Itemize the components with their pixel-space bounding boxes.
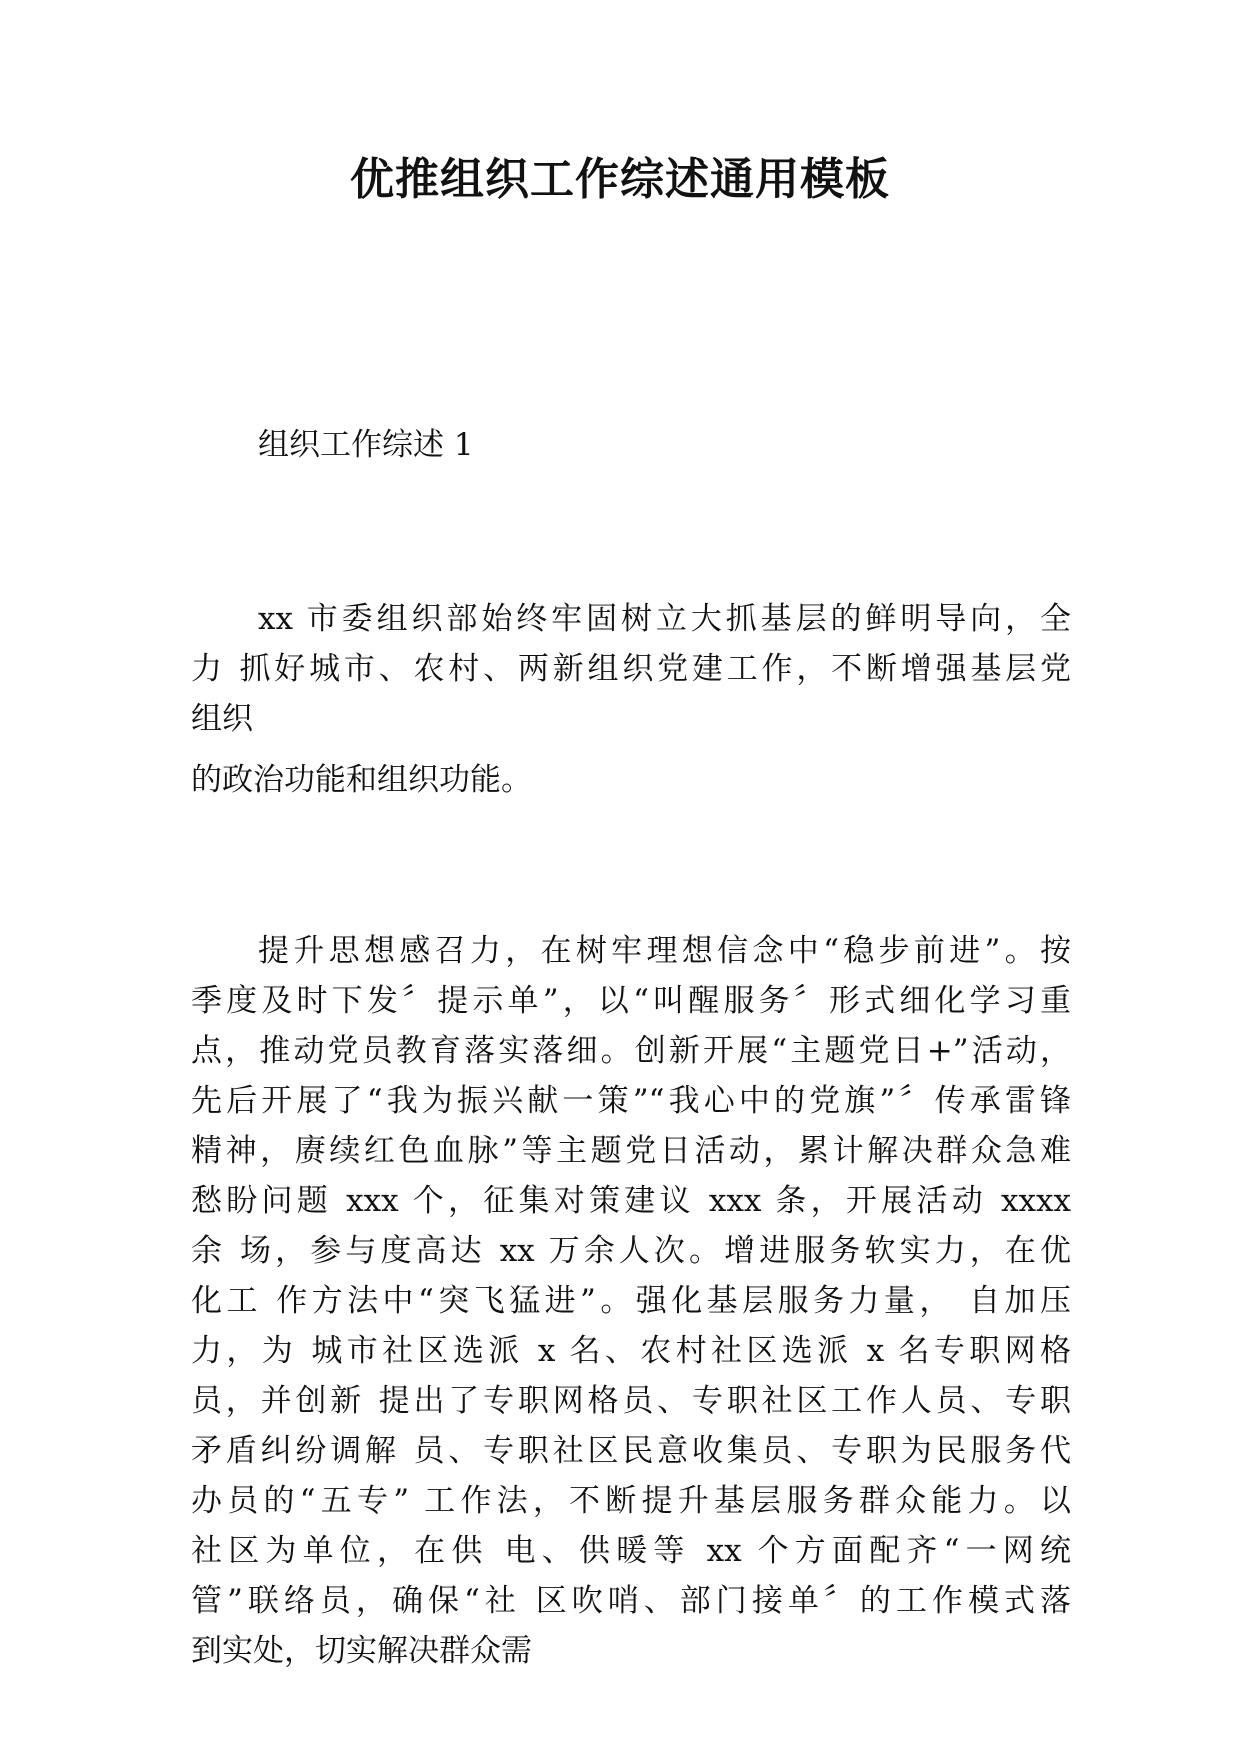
- intro-line: 的政治功能和组织功能。: [191, 762, 532, 798]
- body-line: 点，推动党员教育落实落细。创新开展“主题党日+”活动，: [191, 1033, 1071, 1069]
- body-line: 愁盼问题 xxx 个，征集对策建议 xxx 条，开展活动 xxxx: [191, 1183, 1071, 1219]
- body-line: 季度及时下发〞提示单”，以“叫醒服务〞形式细化学习重: [191, 983, 1071, 1019]
- body-line: 员，并创新 提出了专职网格员、专职社区工作人员、专职: [191, 1383, 1071, 1419]
- body-line: 办员的“五专” 工作法，不断提升基层服务群众能力。以: [191, 1483, 1071, 1519]
- body-line: 力，为 城市社区选派 x 名、农村社区选派 x 名专职网格: [191, 1333, 1071, 1369]
- intro-line: 力 抓好城市、农村、两新组织党建工作，不断增强基层党: [191, 651, 1071, 687]
- document-title: 优推组织工作综述通用模板: [350, 154, 890, 205]
- body-line: 社区为单位，在供 电、供暖等 xx 个方面配齐“一网统: [191, 1533, 1071, 1569]
- body-line: 先后开展了“我为振兴献一策”“我心中的党旗”〞传承雷锋: [191, 1083, 1071, 1119]
- intro-line: 组织: [191, 701, 253, 737]
- body-line: 精神，赓续红色血脉”等主题党日活动，累计解决群众急难: [191, 1133, 1071, 1169]
- body-line: 管”联络员，确保“社 区吹哨、部门接单〞的工作模式落: [191, 1583, 1071, 1619]
- body-line: 到实处，切实解决群众需: [191, 1633, 532, 1669]
- body-line: 矛盾纠纷调解 员、专职社区民意收集员、专职为民服务代: [191, 1433, 1071, 1469]
- section-heading: 组织工作综述 1: [258, 427, 474, 463]
- body-line: 提升思想感召力，在树牢理想信念中“稳步前进”。按: [258, 933, 1071, 969]
- body-line: 余 场，参与度高达 xx 万余人次。增进服务软实力，在优: [191, 1233, 1071, 1269]
- body-line: 化工 作方法中“突飞猛进”。强化基层服务力量， 自加压: [191, 1283, 1071, 1319]
- intro-line: xx 市委组织部始终牢固树立大抓基层的鲜明导向，全: [258, 601, 1071, 637]
